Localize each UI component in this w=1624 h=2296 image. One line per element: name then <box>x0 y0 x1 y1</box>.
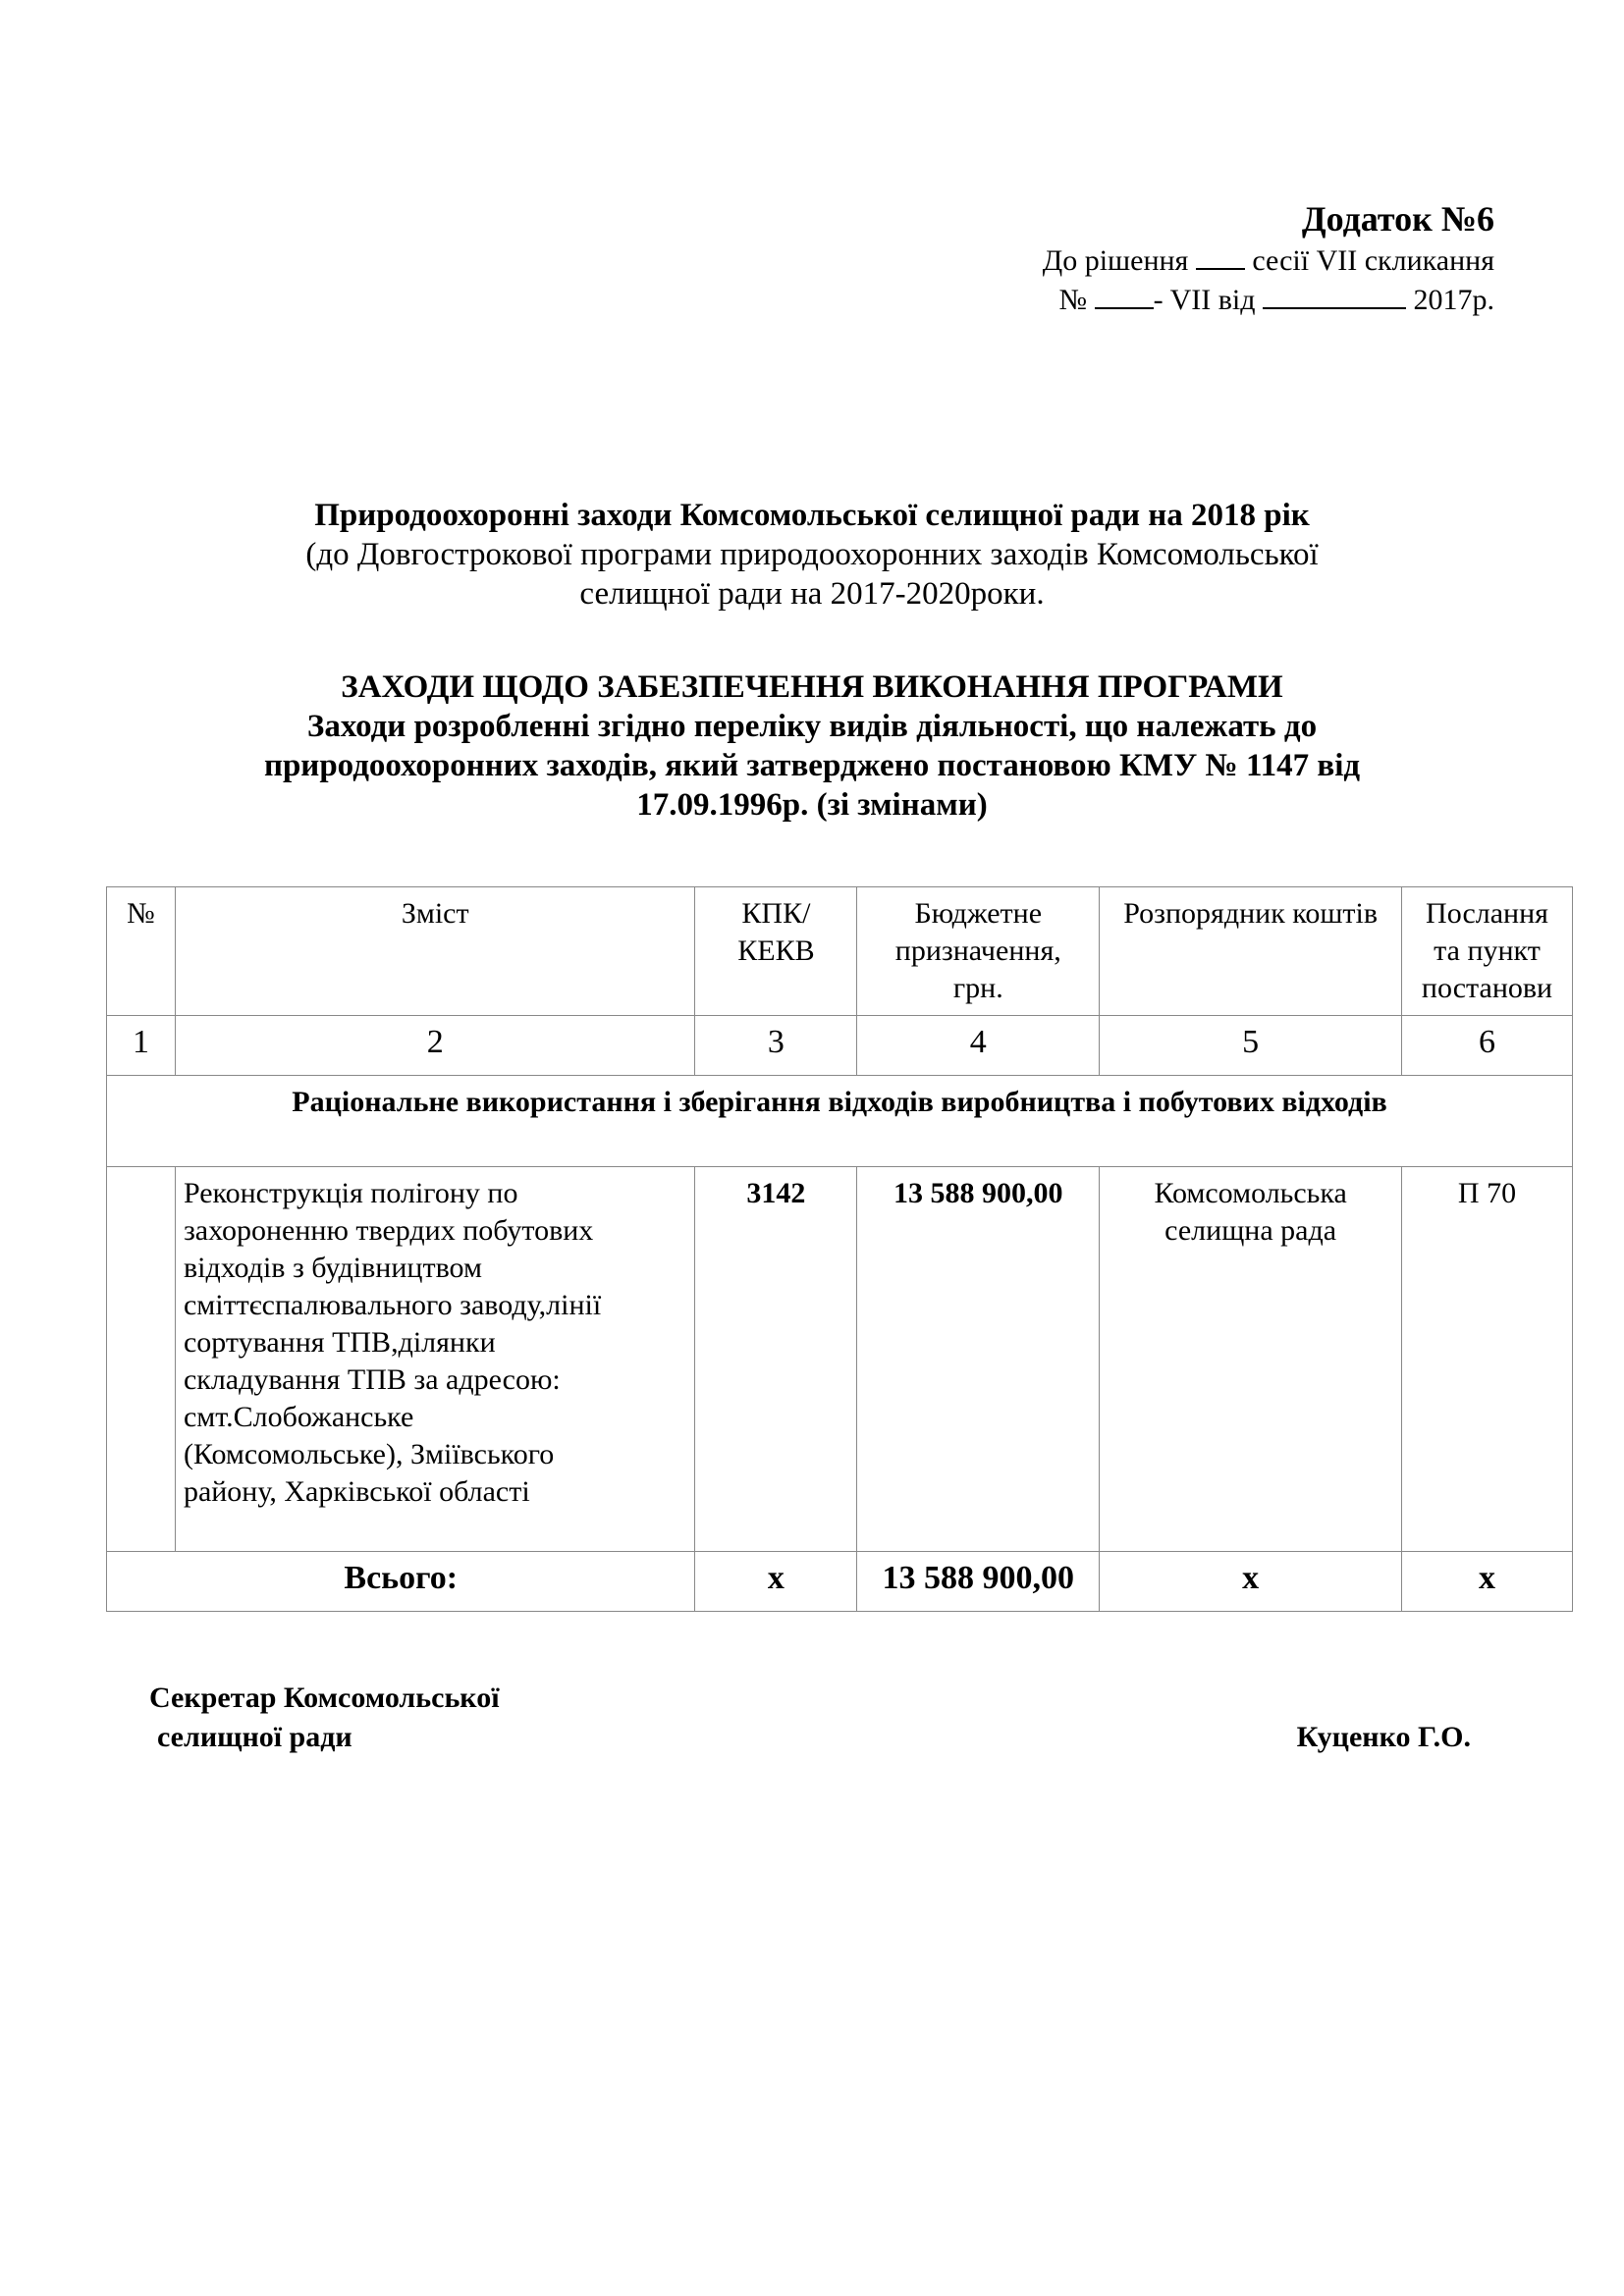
row-clause: П 70 <box>1402 1167 1573 1552</box>
blank-session-field <box>1196 244 1245 270</box>
total-amount: 13 588 900,00 <box>857 1552 1100 1612</box>
header-clause: Послання та пункт постанови <box>1402 887 1573 1016</box>
annex-number-line <box>1043 281 1494 320</box>
row-content: Реконструкція полігону по захороненню твердих побутових відходів з будівництвом сміттєспалювального заводу,лінії сортування ТПВ,ділянки складування ТПВ за адресою: смт.Слобожанське (Комсомольське), Зміївського району, Харківської області <box>175 1167 695 1552</box>
header-content: Зміст <box>175 887 695 1016</box>
subtitle-line-2: селищної ради на 2017-2020роки. <box>579 576 1045 612</box>
measures-heading-line-2: Заходи розробленні згідно переліку видів діяльності, що належать до <box>306 709 1318 744</box>
table-header-row <box>107 887 1573 1016</box>
row-manager: Комсомольська селищна рада <box>1100 1167 1402 1552</box>
signature-name: Куценко Г.О. <box>1296 1721 1471 1753</box>
annex-decision-line <box>1043 241 1494 281</box>
signature-position-line-2: селищної ради <box>157 1721 352 1753</box>
section-row <box>107 1076 1573 1167</box>
annex-block <box>1043 196 1494 320</box>
total-manager: х <box>1100 1552 1402 1612</box>
measures-heading-line-3: природоохоронних заходів, який затверджено постановою КМУ № 1147 від <box>263 748 1361 783</box>
subtitle-line-1: (до Довгострокової програми природоохоронних заходів Комсомольської <box>305 537 1319 572</box>
measures-heading-line-1: ЗАХОДИ ЩОДО ЗАБЕЗПЕЧЕННЯ ВИКОНАННЯ ПРОГРАМИ <box>341 669 1283 705</box>
total-row <box>107 1552 1573 1612</box>
total-kpk: х <box>695 1552 857 1612</box>
annex-number-sign: № <box>1058 284 1088 316</box>
total-label: Всього: <box>107 1552 695 1612</box>
title-block <box>137 496 1487 614</box>
section-title: Раціональне використання і зберігання відходів виробництва і побутових відходів <box>107 1076 1573 1167</box>
blank-date-field <box>1263 284 1406 309</box>
header-manager: Розпорядник коштів <box>1100 887 1402 1016</box>
annex-decision-text: До рішення <box>1042 244 1189 277</box>
header-budget: Бюджетне призначення, грн. <box>857 887 1100 1016</box>
signature-position <box>149 1679 500 1757</box>
table-row <box>107 1167 1573 1552</box>
column-number-row <box>107 1016 1573 1076</box>
header-kpk: КПК/ КЕКВ <box>695 887 857 1016</box>
column-number: 2 <box>175 1016 695 1076</box>
column-number: 5 <box>1100 1016 1402 1076</box>
blank-number-field <box>1095 284 1154 309</box>
row-no <box>107 1167 176 1552</box>
column-number: 3 <box>695 1016 857 1076</box>
row-amount: 13 588 900,00 <box>857 1167 1100 1552</box>
column-number: 4 <box>857 1016 1100 1076</box>
annex-number-mid: - VII від <box>1153 284 1256 316</box>
header-no: № <box>107 887 176 1016</box>
annex-title: Додаток №6 <box>1301 199 1494 239</box>
main-title: Природоохоронні заходи Комсомольської селищної ради на 2018 рік <box>314 498 1310 533</box>
column-number: 1 <box>107 1016 176 1076</box>
signature-position-line-1: Секретар Комсомольської <box>149 1682 500 1714</box>
total-clause: х <box>1402 1552 1573 1612</box>
annex-session-text: сесії VII скликання <box>1252 244 1494 277</box>
row-kpk: 3142 <box>695 1167 857 1552</box>
column-number: 6 <box>1402 1016 1573 1076</box>
measures-table <box>106 886 1573 1612</box>
measures-heading-line-4: 17.09.1996р. (зі змінами) <box>636 787 988 823</box>
annex-year: 2017р. <box>1413 284 1494 316</box>
measures-heading <box>137 667 1487 825</box>
